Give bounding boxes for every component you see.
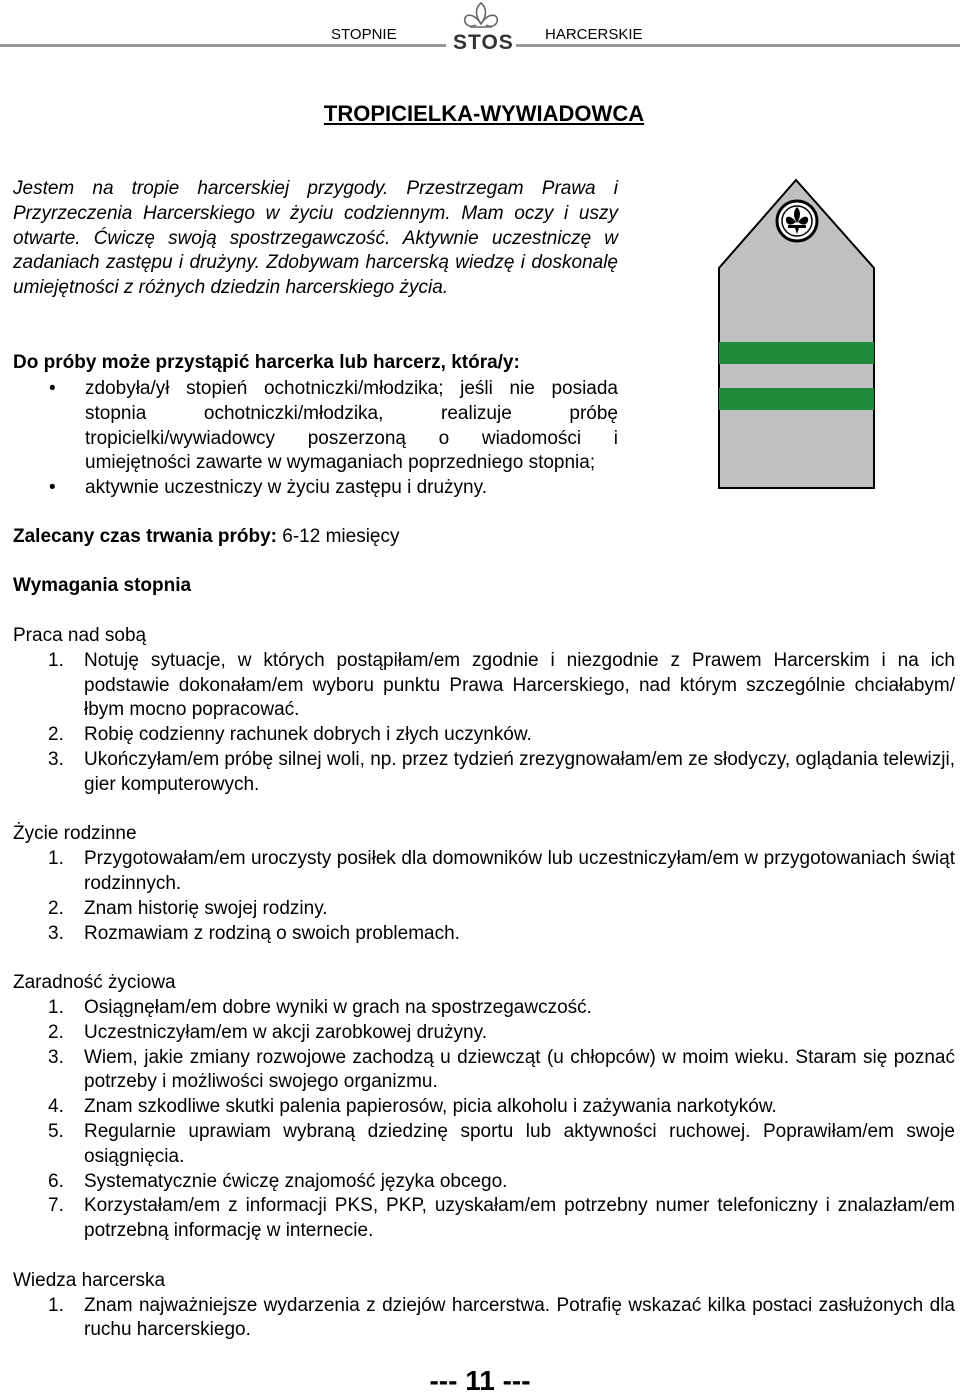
item-text: Korzystałam/em z informacji PKS, PKP, uzyskałam/em potrzebny numer telefoniczny i znalazłam/em potrzebną informację w internecie. — [84, 1195, 955, 1242]
intro-paragraph: Jestem na tropie harcerskiej przygody. Przestrzegam Prawa i Przyrzeczenia Harcerskiego w życiu codziennym. Mam oczy i uszy otwarte. Ćwiczę swoją spostrzegawczość. Aktywnie uczestniczę w zadaniach zastępu i drużyny. Zdobywam harcerską wiedzę i doskonalę umiejętności z różnych dziedzin harcerskiego życia. — [13, 178, 618, 299]
conditions-heading: Do próby może przystąpić harcerka lub harcerz, która/y: — [13, 352, 520, 373]
page-title: TROPICIELKA-WYWIADOWCA — [323, 101, 645, 126]
conditions-list — [13, 377, 618, 501]
section-scout-knowledge — [13, 1269, 955, 1343]
item-text: Robię codzienny rachunek dobrych i złych uczynków. — [84, 724, 532, 746]
list-item — [13, 1170, 955, 1195]
item-number: 7. — [48, 1195, 64, 1217]
item-text: Notuję sytuacje, w których postąpiłam/em zgodnie i niezgodnie z Prawem Harcerskim i na ich podstawie dokonałam/em wyboru punktu Prawa Harcerskiego, nad którym szczególnie chciałabym/łbym mocno popracować. — [84, 649, 955, 721]
item-text: Osiągnęłam/em dobre wyniki w grach na spostrzegawczość. — [84, 996, 592, 1018]
list-item — [13, 996, 955, 1021]
list-item — [13, 476, 618, 501]
rank-stripe-1 — [719, 342, 874, 364]
list-item — [13, 1194, 955, 1244]
page-number: --- 11 --- — [429, 1365, 531, 1395]
list-item — [13, 1021, 955, 1046]
rank-epaulet — [717, 178, 876, 498]
item-text: Systematycznie ćwiczę znajomość języka obcego. — [84, 1170, 508, 1192]
list-item — [13, 1046, 955, 1096]
list-item — [13, 922, 955, 947]
item-text: Uczestniczyłam/em w akcji zarobkowej drużyny. — [84, 1021, 487, 1043]
duration-label: Zalecany czas trwania próby: — [13, 526, 277, 547]
rank-stripe-2 — [719, 388, 874, 410]
list-item — [13, 377, 618, 476]
section-title: Zaradność życiowa — [13, 972, 176, 994]
stos-logo — [446, 0, 516, 56]
section-self-work — [13, 624, 955, 798]
item-number: 1. — [48, 848, 64, 870]
header-left-text: STOPNIE — [331, 26, 397, 43]
item-text: Wiem, jakie zmiany rozwojowe zachodzą u dziewcząt (u chłopców) w moim wieku. Staram się poznać potrzeby i możliwości swojego organizmu. — [84, 1046, 955, 1093]
item-number: 5. — [48, 1120, 64, 1142]
list-item — [13, 1095, 955, 1120]
item-text: Znam szkodliwe skutki palenia papierosów, picia alkoholu i zażywania narkotyków. — [84, 1096, 777, 1118]
duration-value: 6-12 miesięcy — [277, 526, 400, 547]
item-number: 3. — [48, 1046, 64, 1068]
list-item — [13, 1294, 955, 1344]
condition-text: aktywnie uczestniczy w życiu zastępu i drużyny. — [85, 477, 487, 499]
item-number: 2. — [48, 897, 64, 919]
item-number: 2. — [48, 724, 64, 746]
section-family-life — [13, 822, 955, 946]
section-title: Praca nad sobą — [13, 625, 147, 646]
item-text: Znam najważniejsze wydarzenia z dziejów harcerstwa. Potrafię wskazać kilka postaci zasłużonych dla ruchu harcerskiego. — [84, 1294, 955, 1341]
item-number: 1. — [48, 1294, 64, 1316]
list-item — [13, 897, 955, 922]
item-number: 3. — [48, 748, 64, 770]
list-item — [13, 649, 955, 723]
list-item — [13, 1120, 955, 1170]
logo-text: STOS — [453, 31, 514, 54]
item-text: Regularnie uprawiam wybraną dziedzinę sportu lub aktywności ruchowej. Poprawiłam/em swoje osiągnięcia. — [84, 1120, 955, 1167]
item-text: Znam historię swojej rodziny. — [84, 897, 328, 919]
item-number: 2. — [48, 1021, 64, 1043]
bullet-icon: • — [49, 477, 56, 499]
header-right-text: HARCERSKIE — [545, 26, 643, 43]
section-title: Życie rodzinne — [13, 823, 137, 845]
bullet-icon: • — [49, 378, 56, 399]
requirements-heading: Wymagania stopnia — [13, 575, 192, 596]
section-life-skills — [13, 971, 955, 1244]
item-number: 6. — [48, 1170, 64, 1192]
condition-text: zdobyła/ył stopień ochotniczki/młodzika; jeśli nie posiada stopnia ochotniczki/młodzika, realizuje próbę tropicielki/wywiadowcy poszerzoną o wiadomości i umiejętności zawarte w wymaganiach poprzedniego stopnia; — [85, 378, 618, 474]
item-text: Ukończyłam/em próbę silnej woli, np. przez tydzień zrezygnowałam/em ze słodyczy, oglądania telewizji, gier komputerowych. — [84, 748, 955, 795]
item-text: Rozmawiam z rodziną o swoich problemach. — [84, 922, 460, 944]
requirements-sections — [13, 624, 955, 1368]
lily-emblem-icon — [777, 201, 817, 241]
item-text: Przygotowałam/em uroczysty posiłek dla domowników lub uczestniczyłam/em w przygotowaniach świąt rodzinnych. — [84, 848, 955, 894]
item-number: 1. — [48, 996, 64, 1018]
list-item — [13, 748, 955, 798]
section-title: Wiedza harcerska — [13, 1269, 166, 1291]
list-item — [13, 723, 955, 748]
item-number: 3. — [48, 922, 64, 944]
item-number: 4. — [48, 1096, 64, 1118]
list-item — [13, 847, 955, 897]
duration-line — [13, 525, 400, 550]
item-number: 1. — [48, 649, 64, 671]
